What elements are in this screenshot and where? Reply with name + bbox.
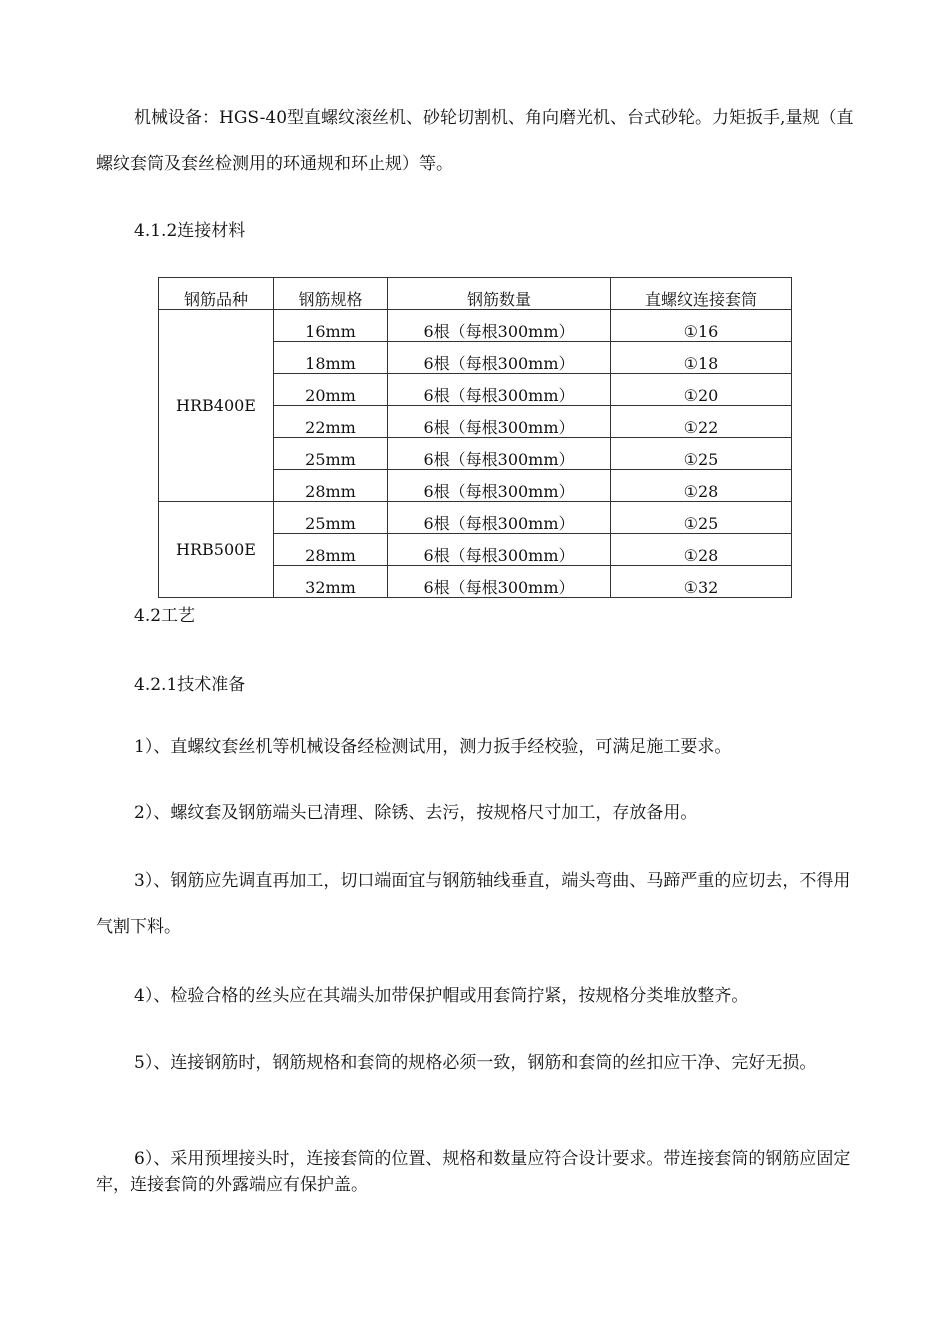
table-header-row	[159, 278, 792, 310]
quantity-cell: 6根（每根300mm）	[388, 470, 611, 502]
quantity-cell: 6根（每根300mm）	[388, 502, 611, 534]
quantity-cell: 6根（每根300mm）	[388, 310, 611, 342]
sleeve-cell: ①16	[611, 310, 792, 342]
quantity-cell: 6根（每根300mm）	[388, 406, 611, 438]
header-sleeve: 直螺纹连接套筒	[611, 278, 792, 310]
spec-cell: 20mm	[274, 374, 388, 406]
spec-cell: 28mm	[274, 470, 388, 502]
header-spec: 钢筋规格	[274, 278, 388, 310]
materials-table	[158, 277, 792, 598]
table-row	[159, 502, 792, 534]
sleeve-cell: ①28	[611, 470, 792, 502]
table-row	[159, 310, 792, 342]
quantity-cell: 6根（每根300mm）	[388, 342, 611, 374]
variety-cell: HRB500E	[159, 502, 274, 598]
spec-cell: 22mm	[274, 406, 388, 438]
spec-cell: 18mm	[274, 342, 388, 374]
quantity-cell: 6根（每根300mm）	[388, 566, 611, 598]
spec-cell: 25mm	[274, 438, 388, 470]
section-heading-4-2: 4.2工艺	[134, 606, 196, 626]
spec-cell: 25mm	[274, 502, 388, 534]
list-item: 1）、直螺纹套丝机等机械设备经检测试用，测力扳手经校验，可满足施工要求。	[134, 737, 732, 757]
spec-cell: 16mm	[274, 310, 388, 342]
sleeve-cell: ①22	[611, 406, 792, 438]
quantity-cell: 6根（每根300mm）	[388, 374, 611, 406]
header-variety: 钢筋品种	[159, 278, 274, 310]
header-quantity: 钢筋数量	[388, 278, 611, 310]
section-heading-4-2-1: 4.2.1技术准备	[134, 675, 246, 695]
sleeve-cell: ①25	[611, 502, 792, 534]
list-item: 3）、钢筋应先调直再加工，切口端面宜与钢筋轴线垂直，端头弯曲、马蹄严重的应切去，不得用气割下料。	[96, 871, 851, 937]
section-heading-4-1-2: 4.1.2连接材料	[134, 221, 246, 241]
sleeve-cell: ①28	[611, 534, 792, 566]
list-item: 6）、采用预埋接头时，连接套筒的位置、规格和数量应符合设计要求。带连接套筒的钢筋应固定牢，连接套筒的外露端应有保护盖。	[96, 1149, 851, 1195]
quantity-cell: 6根（每根300mm）	[388, 534, 611, 566]
list-item: 2）、螺纹套及钢筋端头已清理、除锈、去污，按规格尺寸加工，存放备用。	[134, 803, 698, 823]
quantity-cell: 6根（每根300mm）	[388, 438, 611, 470]
sleeve-cell: ①32	[611, 566, 792, 598]
sleeve-cell: ①18	[611, 342, 792, 374]
list-item: 5）、连接钢筋时，钢筋规格和套筒的规格必须一致，钢筋和套筒的丝扣应干净、完好无损。	[134, 1053, 817, 1073]
spec-cell: 32mm	[274, 566, 388, 598]
equipment-paragraph: 机械设备：HGS-40型直螺纹滚丝机、砂轮切割机、角向磨光机、台式砂轮。力矩扳手,量规（直螺纹套筒及套丝检测用的环通规和环止规）等。	[96, 108, 854, 174]
sleeve-cell: ①25	[611, 438, 792, 470]
sleeve-cell: ①20	[611, 374, 792, 406]
spec-cell: 28mm	[274, 534, 388, 566]
list-item: 4）、检验合格的丝头应在其端头加带保护帽或用套筒拧紧，按规格分类堆放整齐。	[134, 986, 749, 1006]
variety-cell: HRB400E	[159, 310, 274, 502]
